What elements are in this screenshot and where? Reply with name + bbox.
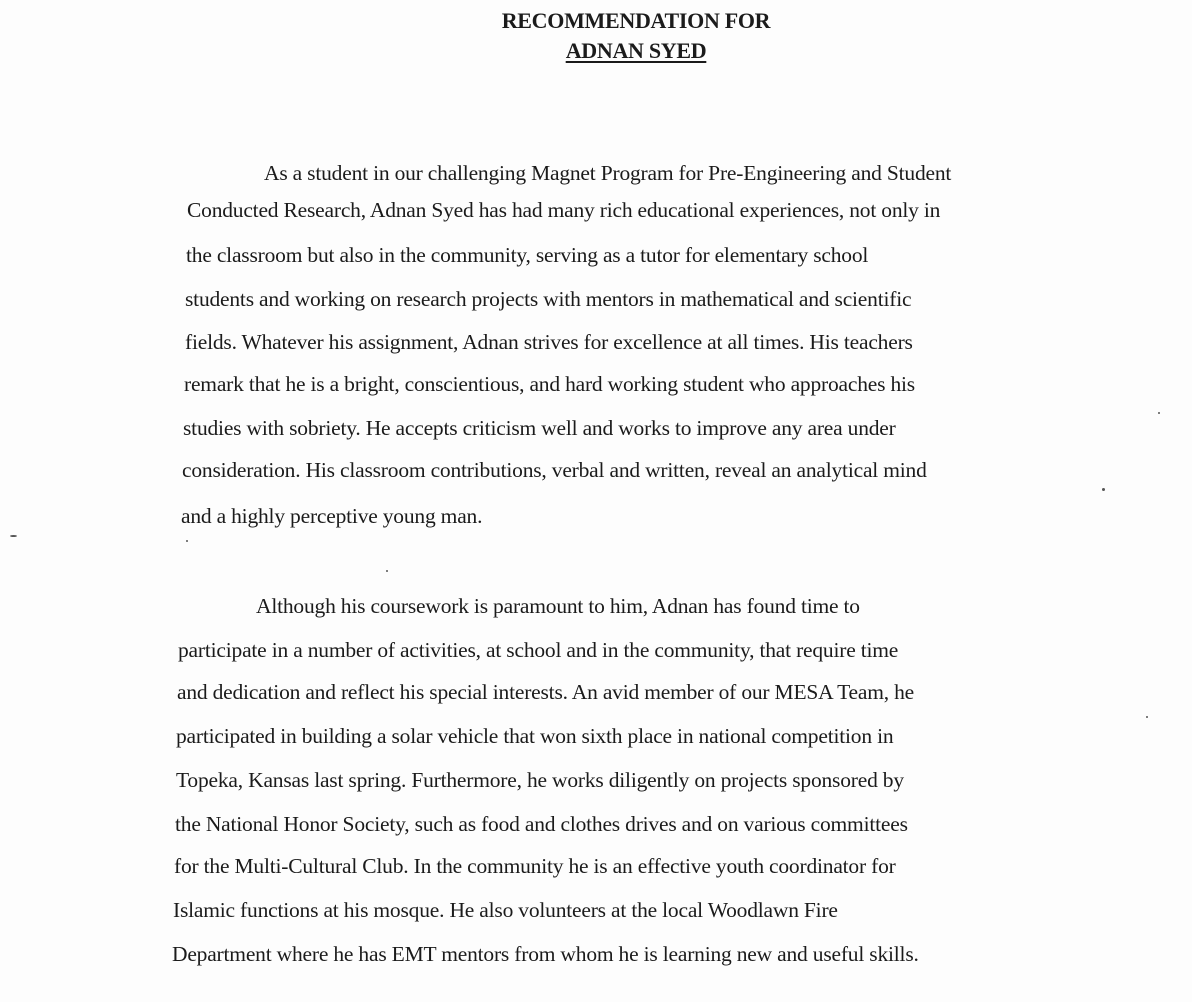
paragraph-line: for the Multi-Cultural Club. In the community he is an effective youth coordinator for	[174, 854, 896, 878]
paragraph-line: Department where he has EMT mentors from whom he is learning new and useful skills.	[172, 942, 919, 966]
paragraph-line: studies with sobriety. He accepts criticism well and works to improve any area under	[183, 416, 896, 440]
scan-speck	[10, 535, 17, 537]
paragraph-line: consideration. His classroom contributions, verbal and written, reveal an analytical mind	[182, 458, 927, 482]
scan-speck	[1146, 716, 1148, 718]
paragraph-line: participated in building a solar vehicle that won sixth place in national competition in	[176, 724, 894, 748]
paragraph-line: the National Honor Society, such as food and clothes drives and on various committees	[175, 812, 908, 836]
paragraph-line: Although his coursework is paramount to him, Adnan has found time to	[256, 594, 860, 618]
paragraph-line: and dedication and reflect his special interests. An avid member of our MESA Team, he	[177, 680, 914, 704]
paragraph-line: Conducted Research, Adnan Syed has had many rich educational experiences, not only in	[187, 198, 941, 222]
scan-speck	[386, 570, 388, 572]
title-line-2: ADNAN SYED	[565, 38, 707, 63]
paragraph-line: fields. Whatever his assignment, Adnan strives for excellence at all times. His teachers	[185, 330, 913, 354]
paragraph-line: Islamic functions at his mosque. He also volunteers at the local Woodlawn Fire	[173, 898, 838, 922]
scan-speck	[186, 540, 188, 542]
paragraph-line: the classroom but also in the community, serving as a tutor for elementary school	[186, 243, 869, 267]
paragraph-line: As a student in our challenging Magnet Program for Pre-Engineering and Student	[264, 161, 952, 185]
scan-speck	[1158, 412, 1160, 414]
paragraph-line: remark that he is a bright, conscientious, and hard working student who approaches his	[184, 372, 915, 396]
letter-title	[0, 6, 1192, 66]
paragraph-line: participate in a number of activities, at school and in the community, that require time	[178, 638, 899, 662]
paragraph-line: Topeka, Kansas last spring. Furthermore, he works diligently on projects sponsored by	[176, 768, 904, 792]
paragraph-line: students and working on research projects with mentors in mathematical and scientific	[185, 287, 912, 311]
scan-speck	[1102, 488, 1105, 491]
title-line-1: RECOMMENDATION FOR	[501, 8, 771, 33]
paragraph-line: and a highly perceptive young man.	[181, 504, 483, 528]
